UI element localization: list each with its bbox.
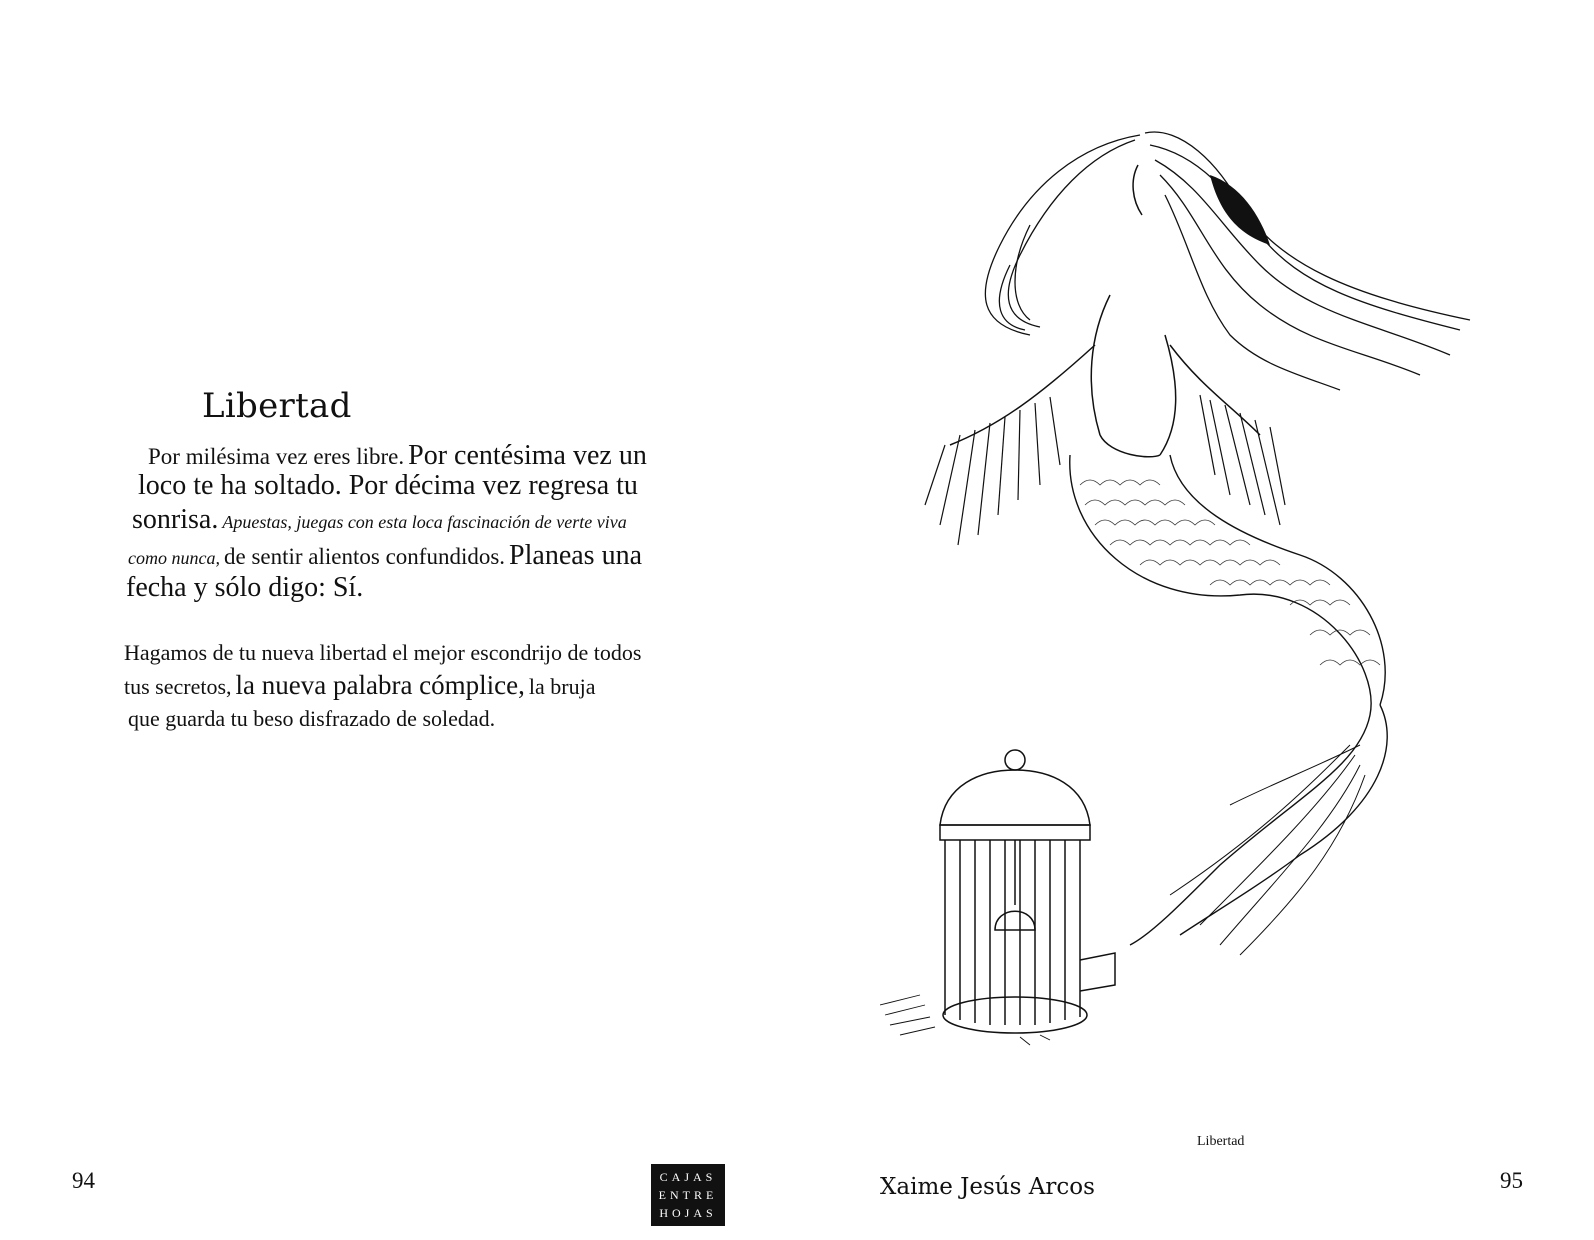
- stanza-1-line-2: loco te ha soltado. Por décima vez regresa tu: [138, 470, 638, 501]
- hair-shadow: [1210, 175, 1270, 245]
- stanza-1-line-3: [132, 504, 627, 536]
- feather-wing-left: [925, 397, 1060, 545]
- birdcage: [940, 750, 1115, 1033]
- text-run: la bruja: [528, 674, 596, 699]
- poem-title: Libertad: [202, 386, 352, 426]
- illustration-caption: Libertad: [1197, 1134, 1245, 1149]
- stanza-1-line-4: [128, 540, 642, 572]
- author-name: Xaime Jesús Arcos: [880, 1174, 1095, 1200]
- tail-outline: [1070, 455, 1387, 945]
- publisher-logo: [651, 1164, 725, 1226]
- text-run: Planeas una: [509, 540, 643, 571]
- stanza-1-line-1: [148, 440, 647, 472]
- page-number-left: 94: [72, 1168, 95, 1193]
- tail-fin: [1170, 745, 1365, 955]
- text-run: Por centésima vez un: [408, 440, 647, 471]
- text-run: de sentir alientos confundidos.: [223, 544, 506, 569]
- text-run: Apuestas, juegas con esta loca fascinación de verte viva: [222, 512, 627, 532]
- logo-line: ENTRE: [658, 1188, 718, 1202]
- stanza-2-line-1: Hagamos de tu nueva libertad el mejor escondrijo de todos: [124, 640, 642, 665]
- mermaid-illustration: [880, 105, 1500, 1065]
- text-run: como nunca,: [128, 548, 220, 568]
- logo-line: HOJAS: [659, 1206, 717, 1220]
- hair-strokes: [985, 132, 1470, 390]
- text-run: tus secretos,: [124, 674, 232, 699]
- stanza-2-line-2: [124, 670, 595, 701]
- page-number-right: 95: [1500, 1168, 1523, 1193]
- text-run: Por milésima vez eres libre.: [148, 444, 405, 469]
- body-outline: [950, 165, 1260, 457]
- stanza-2-line-3: que guarda tu beso disfrazado de soledad.: [128, 706, 496, 731]
- tail-scales: [1080, 480, 1380, 665]
- stanza-1-line-5: fecha y sólo digo: Sí.: [126, 572, 364, 603]
- feather-wing-right: [1200, 395, 1285, 525]
- logo-line: CAJAS: [659, 1170, 717, 1184]
- text-run: sonrisa.: [132, 504, 219, 535]
- text-run: la nueva palabra cómplice,: [235, 670, 525, 700]
